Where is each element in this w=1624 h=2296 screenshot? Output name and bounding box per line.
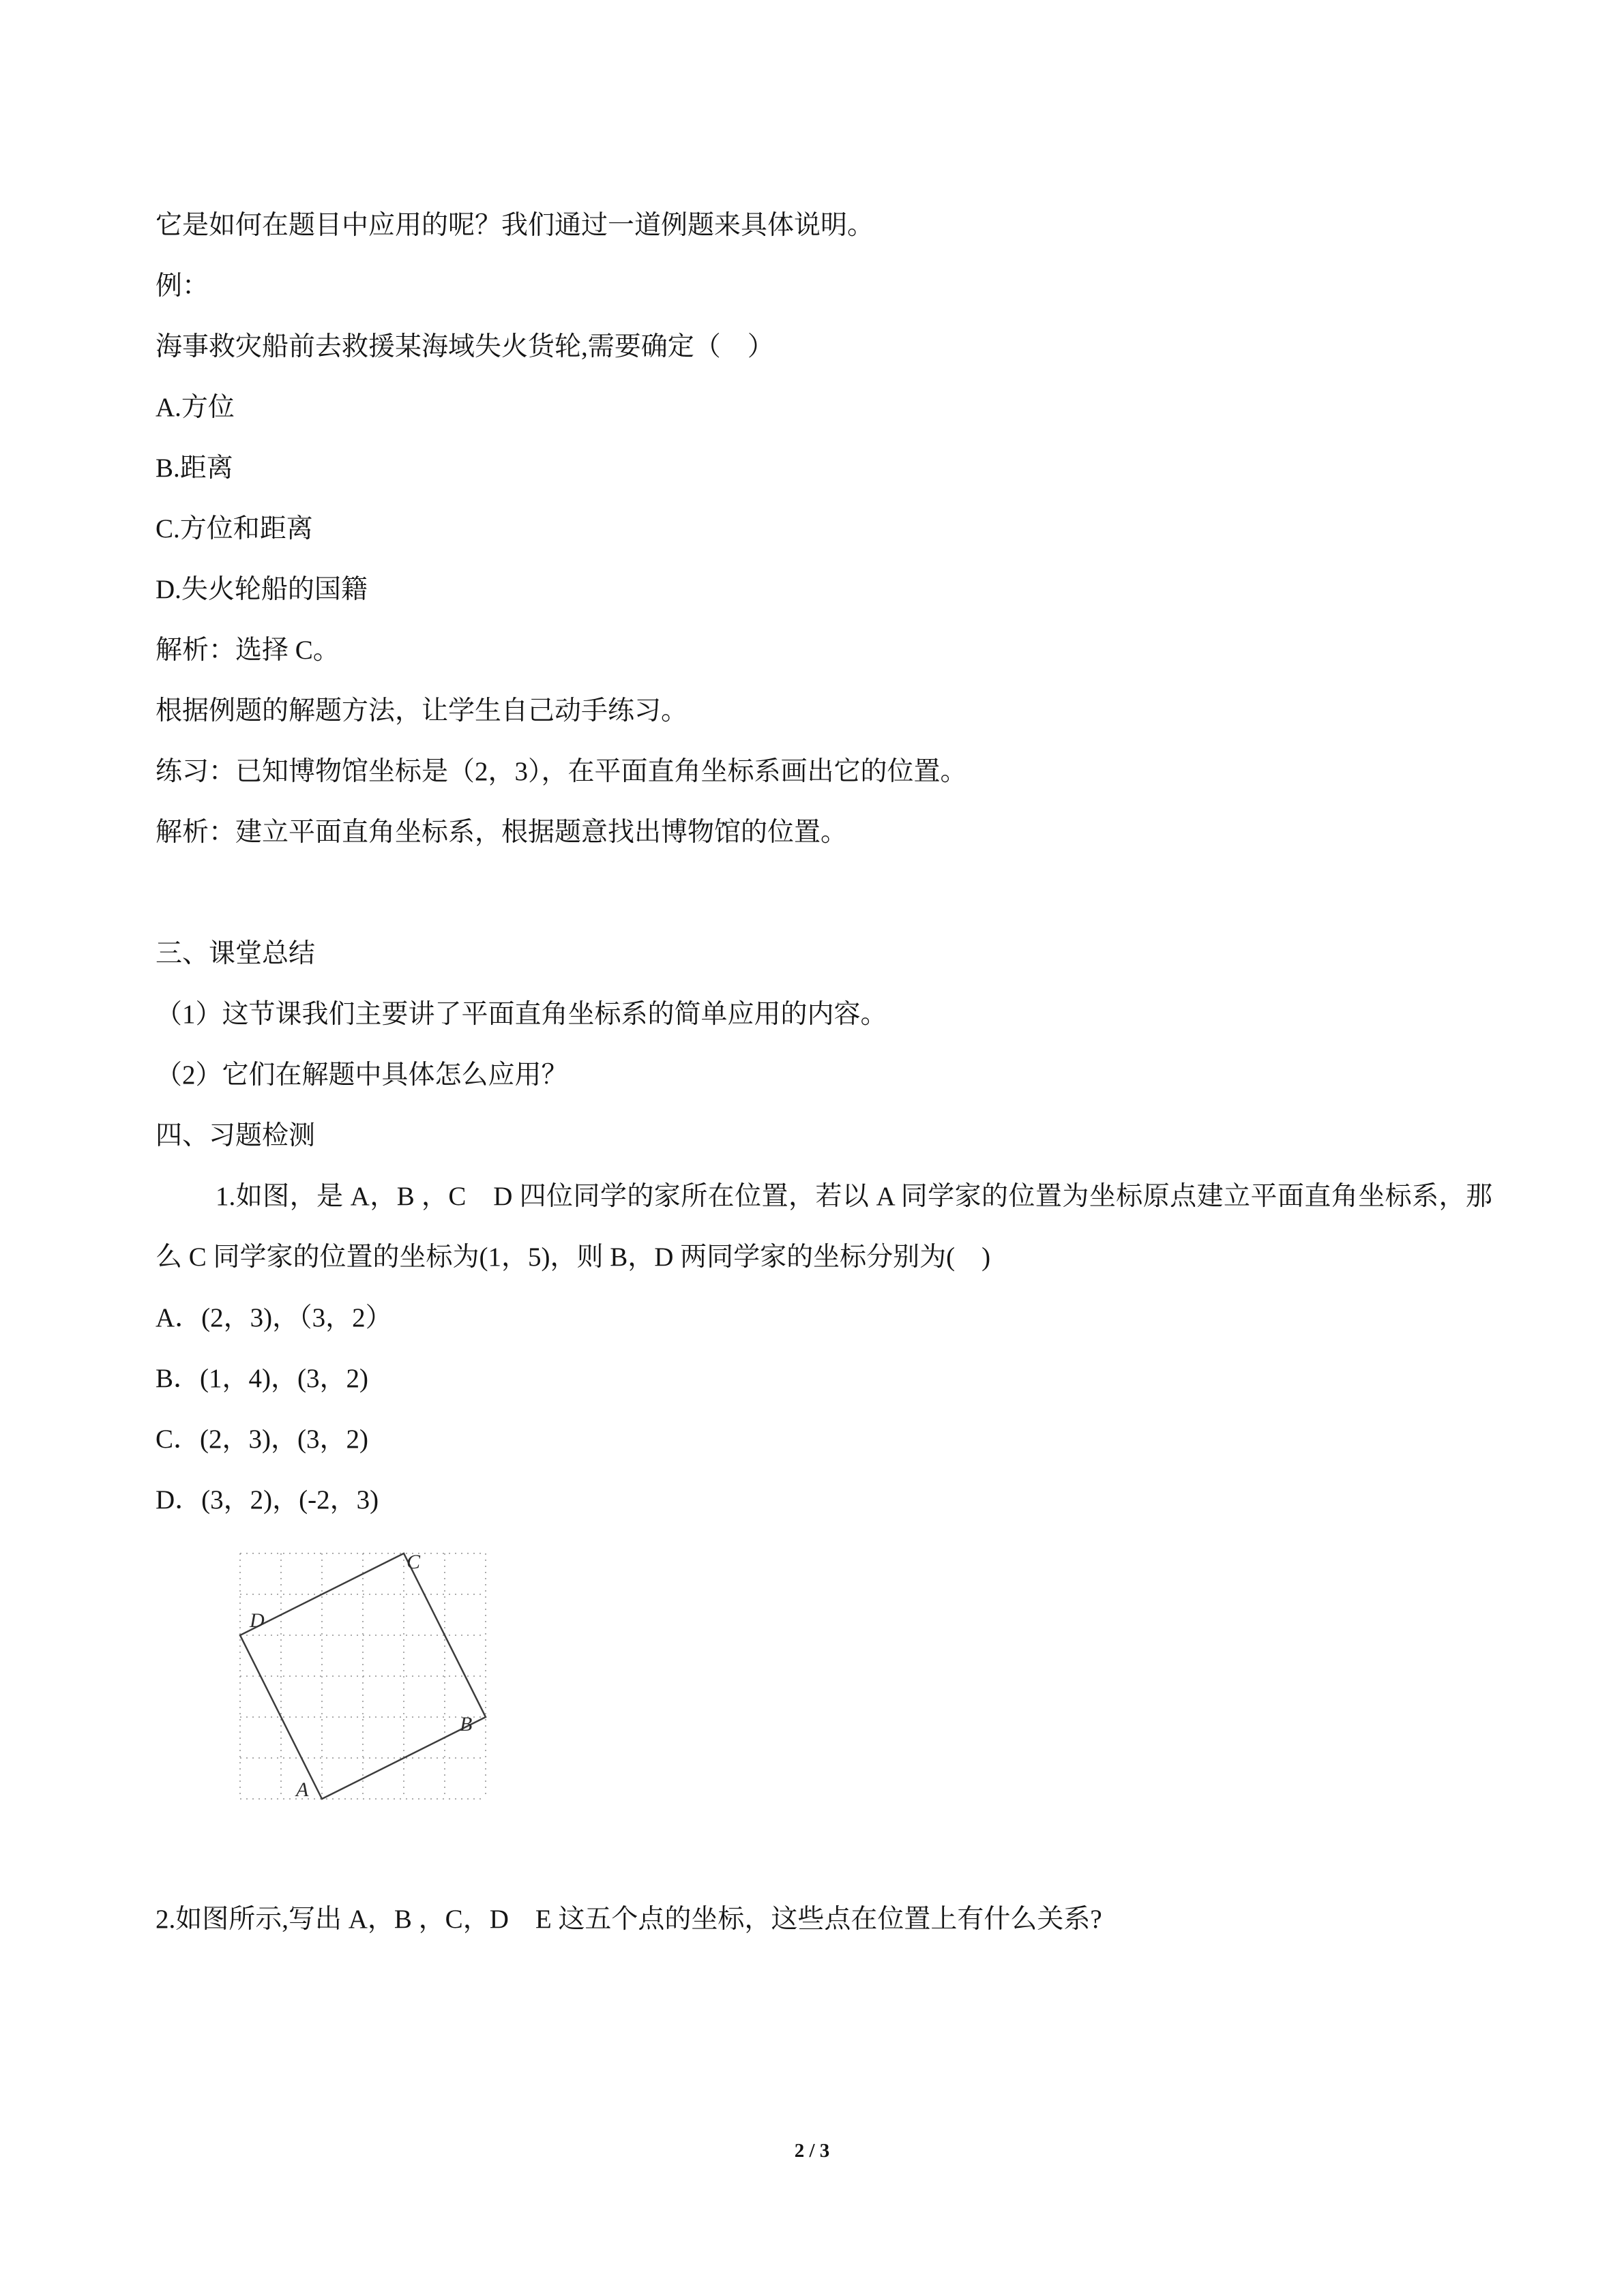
- example-option-a: A.方位: [156, 393, 235, 422]
- summary-point-1: （1）这节课我们主要讲了平面直角坐标系的简单应用的内容。: [156, 1000, 887, 1029]
- vertex-label-d: D: [250, 1609, 265, 1632]
- line-practice-answer: 解析：建立平面直角坐标系，根据题意找出博物馆的位置。: [156, 818, 848, 847]
- exercise-2-question: 2.如图所示,写出 A，B ，C，D E 这五个点的坐标，这些点在位置上有什么关系?: [156, 1905, 1102, 1934]
- example-option-c: C.方位和距离: [156, 514, 313, 543]
- exercise-1-option-d: D．(3，2)，(-2，3): [156, 1485, 379, 1515]
- page-number: 2 / 3: [794, 2140, 830, 2162]
- example-option-d: D.失火轮船的国籍: [156, 575, 368, 604]
- exercise-1-question: 1.如图，是 A，B ，C D 四位同学的家所在位置，若以 A 同学家的位置为坐标原点建立平面直角坐标系，那么 C 同学家的位置的坐标为(1，5)，则 B，D 两同学家的坐标分别为( ): [156, 1182, 1492, 1272]
- grid-figure: [236, 1545, 490, 1807]
- exercise-1-option-b: B．(1，4)，(3，2): [156, 1364, 368, 1393]
- blank-gap: [156, 1807, 1492, 1889]
- grid-lines: [240, 1553, 486, 1799]
- example-option-b: B.距离: [156, 453, 233, 483]
- line-practice: 练习：已知博物馆坐标是（2，3），在平面直角坐标系画出它的位置。: [156, 757, 967, 786]
- exercise-1-figure: [236, 1545, 1492, 1807]
- line-example-label: 例：: [156, 271, 209, 301]
- vertex-label-c: C: [407, 1551, 421, 1573]
- vertex-label-b: B: [460, 1713, 473, 1735]
- example-answer: 解析：选择 C。: [156, 636, 340, 665]
- vertex-label-a: A: [296, 1778, 309, 1801]
- line-example-question: 海事救灾船前去救援某海域失火货轮,需要确定（ ）: [156, 332, 774, 361]
- heading-section-summary: 三、课堂总结: [156, 939, 316, 968]
- line-intro: 它是如何在题目中应用的呢？我们通过一道例题来具体说明。: [156, 211, 874, 240]
- document-body: [156, 195, 1492, 1950]
- blank-line: [156, 863, 1492, 923]
- heading-section-exercises: 四、习题检测: [156, 1121, 316, 1150]
- summary-point-2: （2）它们在解题中具体怎么应用？: [156, 1060, 568, 1090]
- line-practice-intro: 根据例题的解题方法，让学生自己动手练习。: [156, 696, 688, 726]
- exercise-1-option-c: C．(2，3)，(3，2): [156, 1425, 368, 1454]
- exercise-1-option-a: A．(2，3)，（3，2）: [156, 1303, 392, 1332]
